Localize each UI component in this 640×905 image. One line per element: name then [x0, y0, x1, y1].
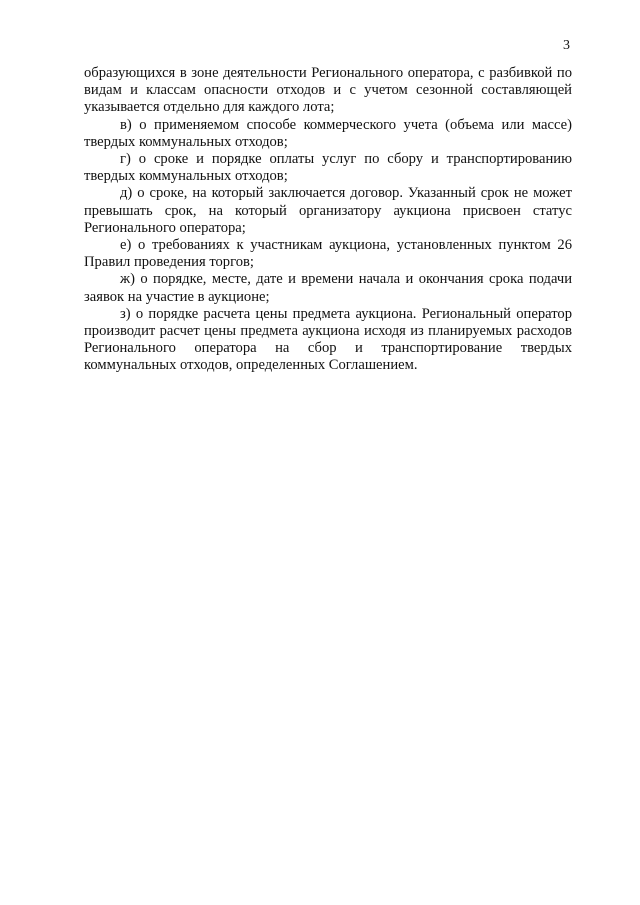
paragraph-item-e: е) о требованиях к участникам аукциона, установленных пунктом 26 Правил проведения торгов;	[84, 237, 572, 271]
paragraph-item-v: в) о применяемом способе коммерческого учета (объема или массе) твердых коммунальных отходов;	[84, 116, 572, 150]
paragraph-continuation: образующихся в зоне деятельности Регионального оператора, с разбивкой по видам и классам опасности отходов и с учетом сезонной составляющей указывается отдельно для каждого лота;	[84, 65, 572, 116]
paragraph-item-zh: ж) о порядке, месте, дате и времени начала и окончания срока подачи заявок на участие в аукционе;	[84, 271, 572, 305]
paragraph-item-g: г) о сроке и порядке оплаты услуг по сбору и транспортированию твердых коммунальных отходов;	[84, 151, 572, 185]
document-body	[84, 65, 572, 375]
paragraph-item-d: д) о сроке, на который заключается договор. Указанный срок не может превышать срок, на который организатору аукциона присвоен статус Регионального оператора;	[84, 185, 572, 236]
page-number: 3	[563, 38, 570, 53]
paragraph-item-z: з) о порядке расчета цены предмета аукциона. Региональный оператор производит расчет цены предмета аукциона исходя из планируемых расходов Регионального оператора на сбор и транспортирование твердых коммунальных отходов, определенных Соглашением.	[84, 305, 572, 374]
